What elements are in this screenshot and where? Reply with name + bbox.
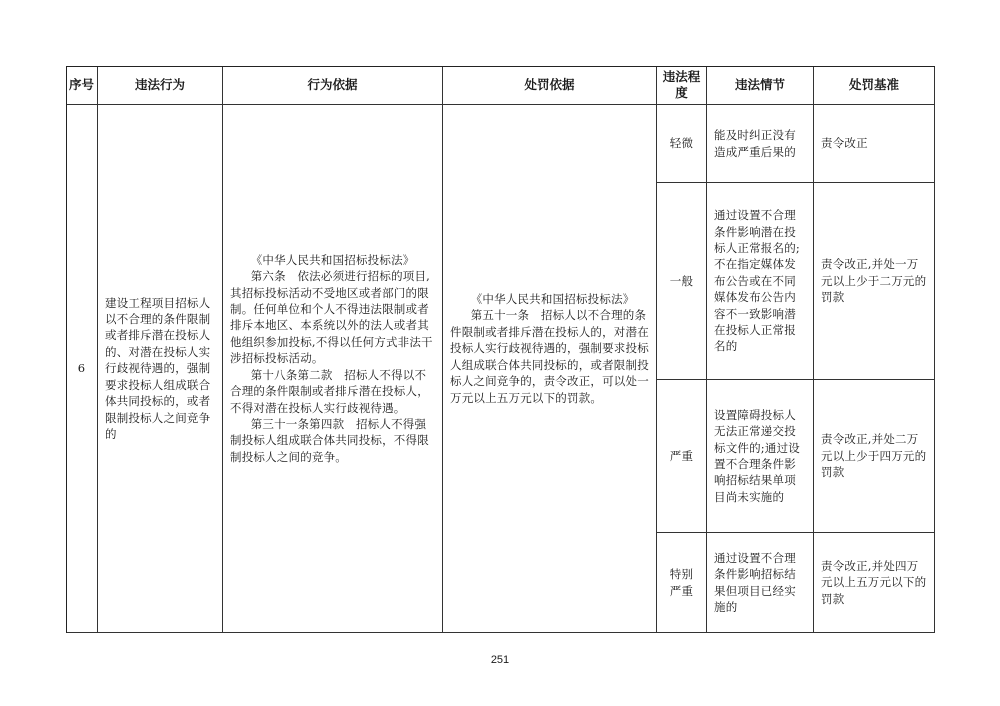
behavior-text: 建设工程项目招标人以不合理的条件限制或者排斥潜在投标人的、对潜在投标人实行歧视待遇的，强制要求投标人组成联合体共同投标的，或者限制投标人之间竞争的 [105, 295, 211, 441]
level-serious-standard: 责令改正,并处二万元以上少于四万元的罚款 [814, 380, 935, 533]
penalty-article-51: 第五十一条 招标人以不合理的条件限制或者排斥潜在投标人的，对潜在投标人实行歧视待遇的，强制要求投标人组成联合体共同投标的，或者限制投标人之间竞争的，责令改正，可以处一万元以上五万元以下的罚款。 [450, 308, 649, 405]
basis-title: 《中华人民共和国招标投标法》 [250, 252, 415, 267]
level-serious-degree: 严重 [657, 380, 707, 533]
level-very-serious-degree: 特别严重 [657, 533, 707, 633]
basis-article-31: 第三十一条第四款 招标人不得强制投标人组成联合体共同投标，不得限制投标人之间的竞争。 [230, 416, 429, 464]
level-very-serious-standard: 责令改正,并处四万元以上五万元以下的罚款 [814, 533, 935, 633]
header-degree: 违法程度 [657, 66, 707, 105]
row-behavior [98, 105, 223, 633]
level-general-standard: 责令改正,并处一万元以上少于二万元的罚款 [814, 183, 935, 380]
header-standard: 处罚基准 [814, 66, 935, 105]
penalty-table [66, 66, 935, 633]
header-behavior: 违法行为 [98, 66, 223, 105]
level-general-degree: 一般 [657, 183, 707, 380]
header-seq: 序号 [66, 66, 98, 105]
header-basis: 行为依据 [223, 66, 443, 105]
level-minor-circumstance: 能及时纠正没有造成严重后果的 [707, 105, 814, 183]
level-serious-circumstance: 设置障碍投标人无法正常递交投标文件的;通过设置不合理条件影响招标结果单项目尚未实施的 [707, 380, 814, 533]
level-very-serious-circumstance: 通过设置不合理条件影响招标结果但项目已经实施的 [707, 533, 814, 633]
basis-article-6: 第六条 依法必须进行招标的项目,其招标投标活动不受地区或者部门的限制。任何单位和个人不得违法限制或者排斥本地区、本系统以外的法人或者其他组织参加投标,不得以任何方式非法干涉招标投标活动。 [230, 269, 433, 366]
page-number: 251 [490, 654, 510, 666]
header-circumstance: 违法情节 [707, 66, 814, 105]
level-general-circumstance: 通过设置不合理条件影响潜在投标人正常报名的;不在指定媒体发布公告或在不同媒体发布公告内容不一致影响潜在投标人正常报名的 [707, 183, 814, 380]
level-minor-degree: 轻微 [657, 105, 707, 183]
row-basis [223, 105, 443, 633]
penalty-title: 《中华人民共和国招标投标法》 [470, 292, 635, 307]
row-seq: 6 [66, 105, 98, 633]
header-penalty-basis: 处罚依据 [443, 66, 657, 105]
basis-article-18: 第十八条第二款 招标人不得以不合理的条件限制或者排斥潜在投标人，不得对潜在投标人实行歧视待遇。 [230, 367, 429, 415]
level-minor-standard: 责令改正 [814, 105, 935, 183]
row-penalty-basis [443, 105, 657, 633]
